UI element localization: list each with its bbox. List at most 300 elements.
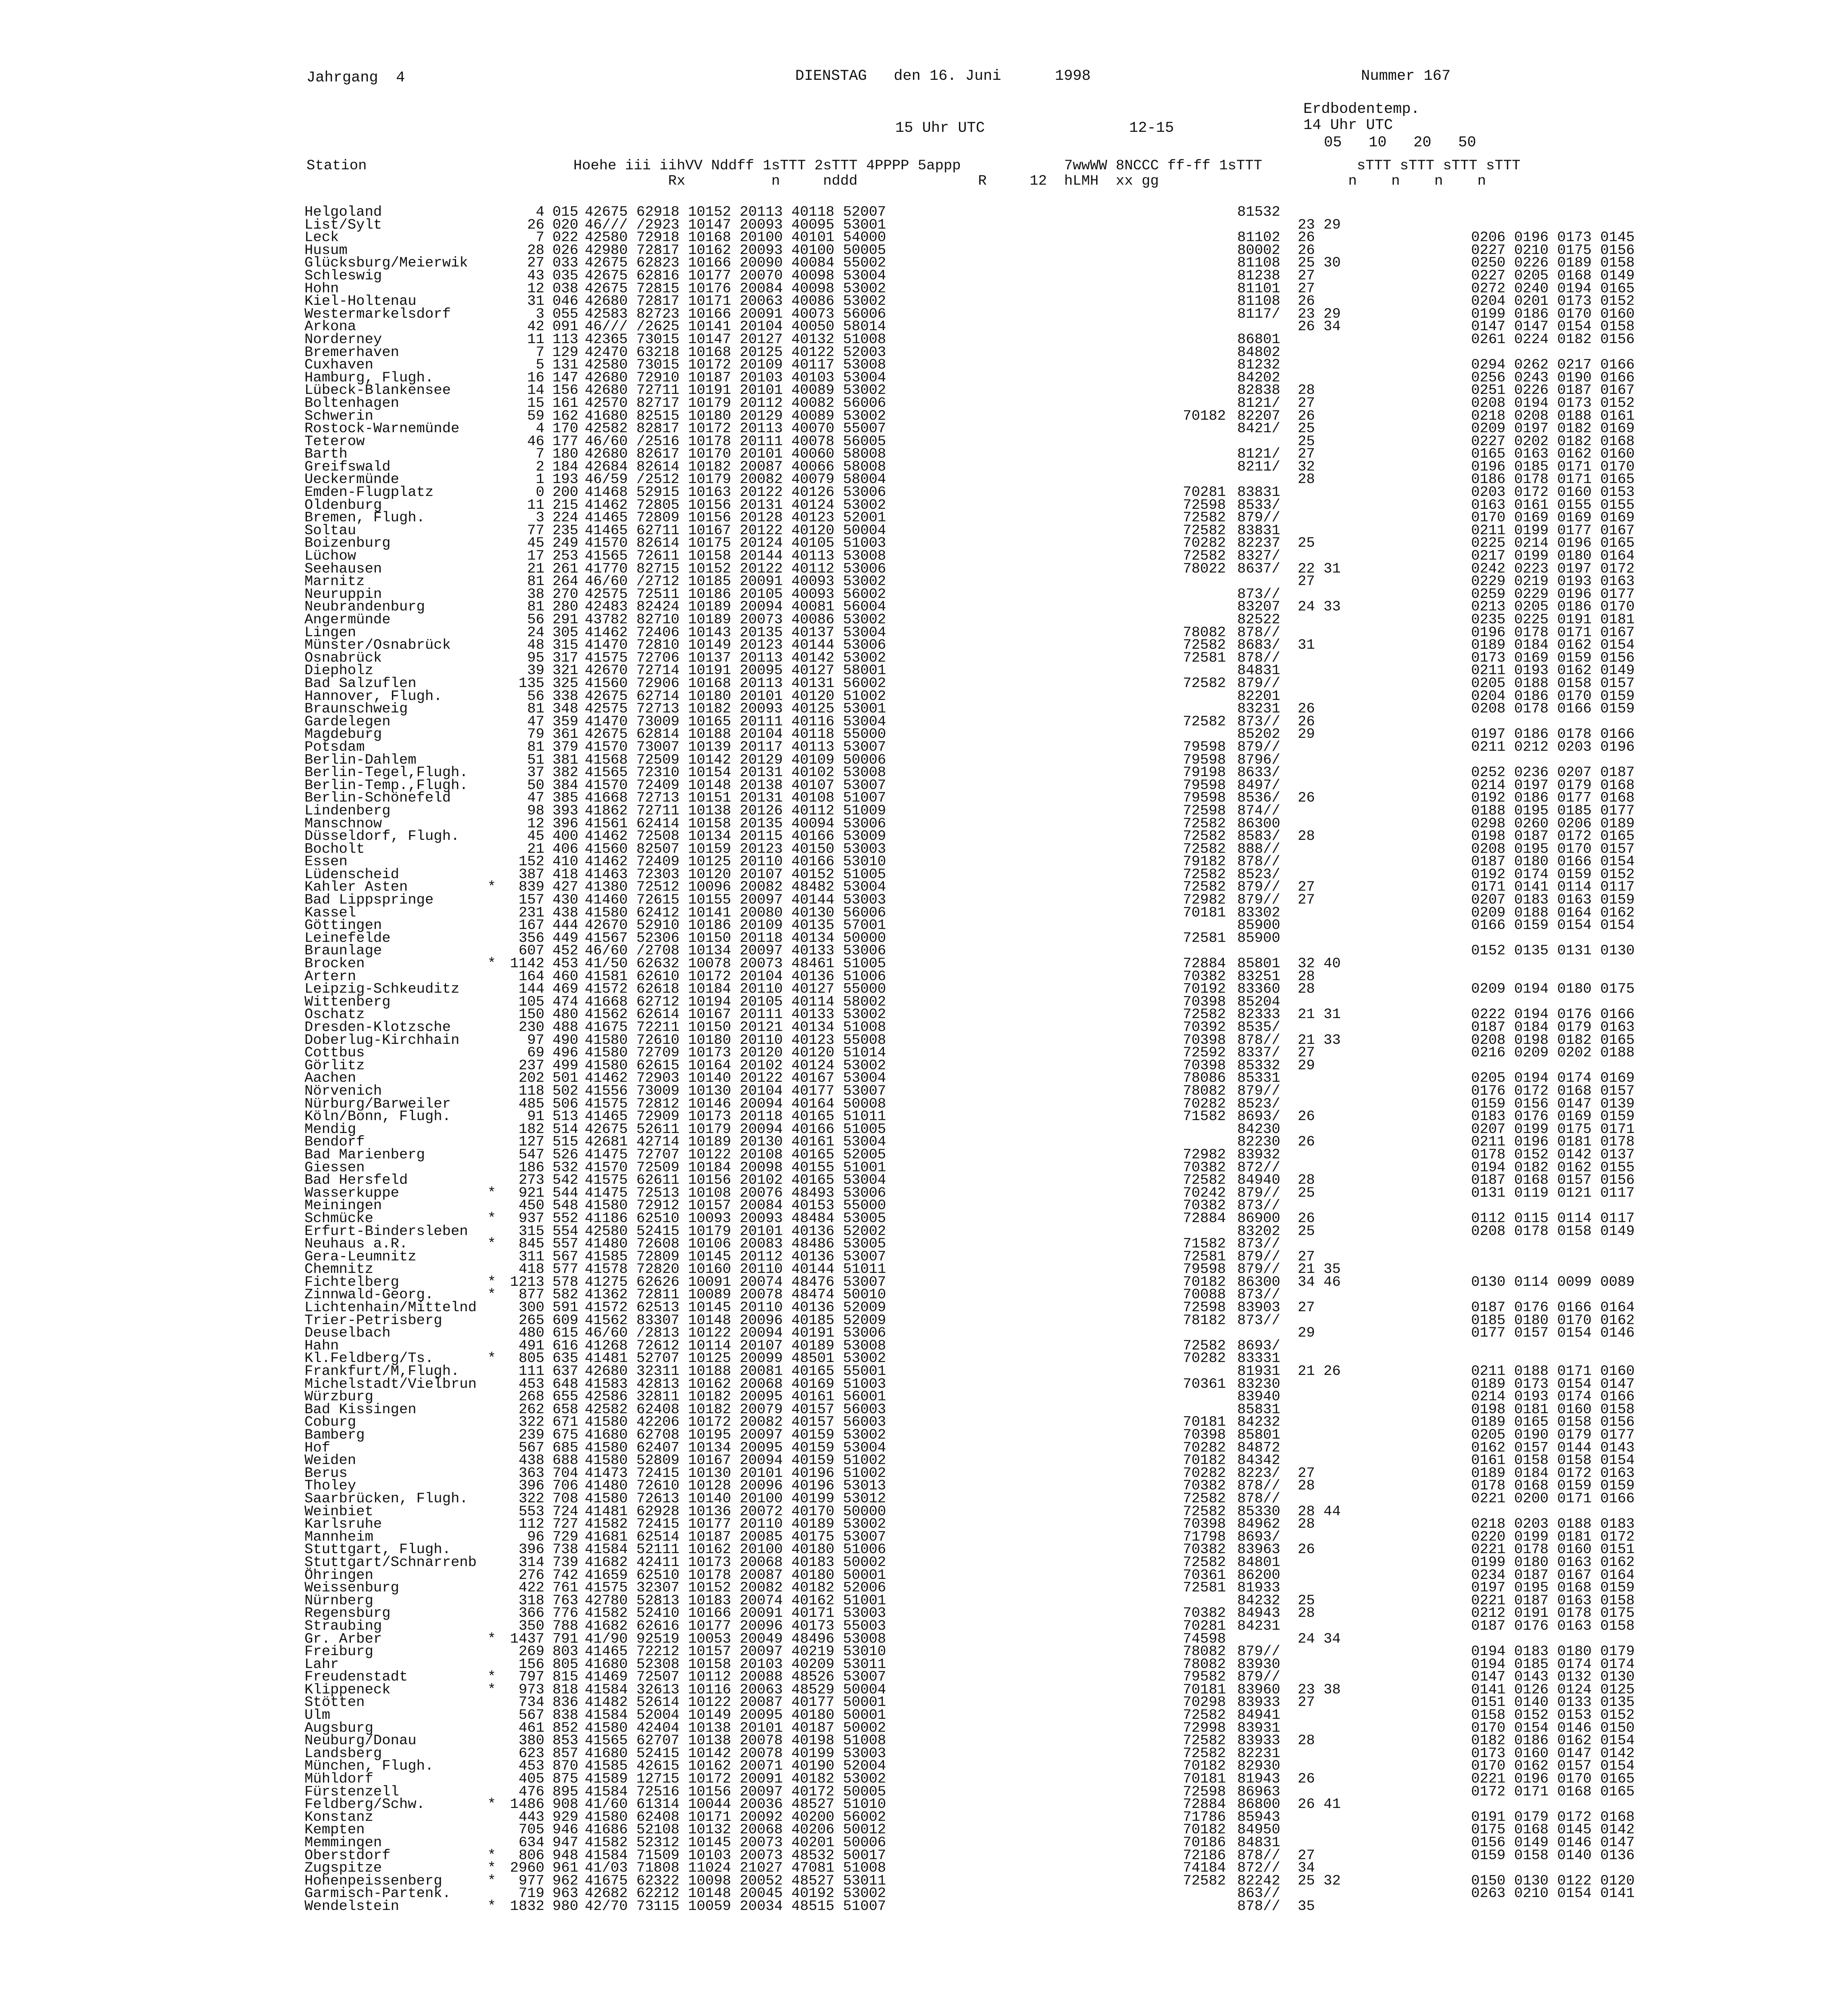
station-soil-temps: 0209 0197 0182 0169 <box>1471 420 1635 437</box>
station-7wwww: 72582 <box>1183 675 1226 691</box>
station-8nccc: 82838 <box>1237 382 1280 399</box>
station-iii: 453 <box>552 955 579 972</box>
station-8nccc: 8683/ <box>1237 637 1280 654</box>
station-7wwww: 70398 <box>1183 993 1226 1010</box>
station-8nccc: 81943 <box>1237 1770 1280 1787</box>
station-8nccc: 879// <box>1237 1643 1280 1660</box>
station-ff: 27 <box>1298 1694 1315 1711</box>
station-name: Tholey <box>304 1477 356 1494</box>
table-row <box>304 1034 1635 1047</box>
table-row <box>304 1760 1635 1772</box>
station-7wwww: 72582 <box>1183 815 1226 832</box>
station-7wwww <box>1141 1887 1237 1900</box>
station-hoehe: 11 <box>527 331 544 348</box>
station-soil-temps: 0221 0196 0170 0165 <box>1471 1770 1635 1787</box>
station-name: Hannover, Flugh. <box>304 687 442 704</box>
station-8nccc: 85331 <box>1237 1070 1280 1087</box>
station-synop: 41584 52004 10149 20095 40180 50001 <box>585 1707 886 1724</box>
table-row <box>304 1709 1635 1722</box>
station-ff: 27 <box>1298 267 1315 284</box>
station-name: Hahn <box>304 1337 339 1354</box>
station-hoehe: 164 <box>518 968 544 985</box>
station-8nccc: 8121/ <box>1237 446 1280 462</box>
table-row <box>304 499 1635 512</box>
table-row <box>304 1352 1635 1365</box>
station-synop: 41580 62412 10141 20080 40130 56006 <box>585 904 886 921</box>
station-iii: 161 <box>552 394 579 411</box>
station-soil-temps: 0203 0172 0160 0153 <box>1471 484 1635 501</box>
station-ff: 21 33 <box>1298 1031 1341 1048</box>
station-8nccc: 872// <box>1237 1159 1280 1176</box>
station-8nccc: 878// <box>1237 649 1280 666</box>
station-hoehe: 553 <box>518 1503 544 1520</box>
station-7wwww: 72598 <box>1183 802 1226 819</box>
station-ff <box>1298 1581 1471 1594</box>
station-hoehe: 14 <box>527 382 544 399</box>
station-name: Osnabrück <box>304 649 382 666</box>
station-ff <box>1298 906 1471 919</box>
table-row <box>304 754 1635 766</box>
station-8nccc: 878// <box>1237 1897 1280 1914</box>
station-name: Wittenberg <box>304 993 391 1010</box>
station-8nccc: 8523/ <box>1237 1095 1280 1112</box>
table-row <box>304 473 1635 486</box>
station-soil-temps: 0211 0199 0177 0167 <box>1471 522 1635 539</box>
station-synop: 42680 82617 10170 20101 40060 58008 <box>585 446 886 462</box>
station-8nccc: 85330 <box>1237 1503 1280 1520</box>
station-name: Bad Marienberg <box>304 1146 425 1163</box>
station-iii: 055 <box>552 305 579 322</box>
station-iii: 552 <box>552 1210 579 1227</box>
station-8nccc: 873// <box>1237 1197 1280 1214</box>
station-synop: 41475 72707 10122 20108 40165 52005 <box>585 1146 886 1163</box>
station-synop: 41682 42411 10173 20068 40183 50002 <box>585 1554 886 1570</box>
station-ff: 27 <box>1298 1248 1315 1265</box>
station-ff: 25 <box>1298 535 1315 552</box>
station-7wwww <box>1141 358 1237 371</box>
station-iii: 035 <box>552 267 579 284</box>
station-8nccc: 86300 <box>1237 815 1280 832</box>
mountain-station-marker: * <box>487 1897 496 1914</box>
station-8nccc: 86963 <box>1237 1783 1280 1800</box>
station-name: Bendorf <box>304 1133 365 1150</box>
station-synop: 42583 82723 10166 20091 40073 56006 <box>585 305 886 322</box>
station-soil-temps: 0165 0163 0162 0160 <box>1471 446 1635 462</box>
station-8nccc: 85202 <box>1237 726 1280 743</box>
station-name: Giessen <box>304 1159 365 1176</box>
station-8nccc: 878// <box>1237 1490 1280 1507</box>
station-iii: 499 <box>552 1057 579 1074</box>
station-7wwww: 70382 <box>1183 1197 1226 1214</box>
station-name: Nürburg/Barweiler <box>304 1095 451 1112</box>
station-8nccc: 879// <box>1237 1248 1280 1265</box>
station-ff: 28 <box>1298 981 1315 998</box>
station-8nccc: 82333 <box>1237 1006 1280 1023</box>
station-iii: 577 <box>552 1261 579 1278</box>
station-hoehe: 380 <box>518 1732 544 1749</box>
station-iii: 385 <box>552 789 579 806</box>
station-hoehe: 81 <box>527 700 544 717</box>
station-name: Lichtenhain/Mittelnd <box>304 1299 477 1316</box>
station-name: Gardelegen <box>304 713 391 730</box>
station-8nccc: 85943 <box>1237 1808 1280 1825</box>
station-synop: 42580 52415 10179 20101 40136 52002 <box>585 1223 886 1239</box>
table-row <box>304 1148 1635 1161</box>
table-row <box>304 486 1635 499</box>
station-iii: 170 <box>552 420 579 437</box>
station-synop: 41680 52308 10158 20103 40209 53011 <box>585 1656 886 1672</box>
table-row <box>304 1174 1635 1187</box>
station-ff: 28 <box>1298 828 1315 845</box>
station-synop: 41668 72713 10151 20131 40108 51007 <box>585 789 886 806</box>
station-7wwww: 79198 <box>1183 764 1226 781</box>
station-soil-temps: 0162 0157 0144 0143 <box>1471 1439 1635 1456</box>
station-name: Landsberg <box>304 1745 382 1762</box>
station-iii: 895 <box>552 1783 579 1800</box>
station-8nccc: 8693/ <box>1237 1337 1280 1354</box>
station-hoehe: 0 <box>536 484 544 501</box>
station-7wwww: 72582 <box>1183 1006 1226 1023</box>
station-synop: 41575 72706 10137 20113 40142 53002 <box>585 649 886 666</box>
station-hoehe: 2960 <box>510 1860 544 1876</box>
station-7wwww: 72884 <box>1183 955 1226 972</box>
station-ff: 27 <box>1298 573 1315 590</box>
station-iii: 317 <box>552 649 579 666</box>
station-iii: 091 <box>552 318 579 335</box>
station-iii: 418 <box>552 866 579 883</box>
station-soil-temps: 0187 0184 0179 0163 <box>1471 1019 1635 1035</box>
station-name: Berus <box>304 1464 348 1481</box>
station-ff <box>1298 1569 1471 1582</box>
station-hoehe: 81 <box>527 738 544 755</box>
station-name: Glücksburg/Meierwik <box>304 254 468 271</box>
station-7wwww: 72582 <box>1183 509 1226 526</box>
station-hoehe: 450 <box>518 1197 544 1214</box>
station-7wwww: 72884 <box>1183 1796 1226 1813</box>
station-hoehe: 81 <box>527 573 544 590</box>
station-synop: 41565 62707 10138 20078 40198 51008 <box>585 1732 886 1749</box>
station-synop: 41463 72303 10120 20107 40152 51005 <box>585 866 886 883</box>
station-name: Bad Lippspringe <box>304 891 434 908</box>
station-8nccc: 83931 <box>1237 1719 1280 1736</box>
station-name: List/Sylt <box>304 216 382 233</box>
station-ff: 26 41 <box>1298 1796 1341 1813</box>
depths-label: 05 10 20 50 <box>1324 134 1476 151</box>
station-7wwww: 72582 <box>1183 866 1226 883</box>
station-synop: 41675 62322 10098 20052 48527 53011 <box>585 1872 886 1889</box>
column-header-line2: Rx n nddd R 12 hLMH xx gg n n n n <box>306 173 1486 189</box>
station-8nccc: 81108 <box>1237 293 1280 310</box>
station-hoehe: 1 <box>536 471 544 488</box>
station-name: München, Flugh. <box>304 1758 434 1774</box>
station-synop: 41570 82614 10175 20124 40105 51003 <box>585 535 886 552</box>
station-hoehe: 4 <box>536 420 544 437</box>
station-iii: 261 <box>552 560 579 577</box>
station-synop: 41460 72615 10155 20097 40144 53003 <box>585 891 886 908</box>
station-synop: 42675 52611 10179 20094 40166 51005 <box>585 1120 886 1137</box>
station-iii: 180 <box>552 446 579 462</box>
station-8nccc: 8533/ <box>1237 496 1280 513</box>
station-ff <box>1298 664 1471 677</box>
station-hoehe: 45 <box>527 535 544 552</box>
station-name: Leinefelde <box>304 929 391 946</box>
station-name: Magdeburg <box>304 726 382 743</box>
station-8nccc: 879// <box>1237 1082 1280 1099</box>
station-hoehe: 15 <box>527 394 544 411</box>
station-soil-temps: 0175 0168 0145 0142 <box>1471 1821 1635 1838</box>
station-name: Dresden-Klotzsche <box>304 1019 451 1035</box>
station-iii: 818 <box>552 1681 579 1698</box>
station-name: Kempten <box>304 1821 365 1838</box>
station-ff: 28 <box>1298 968 1315 985</box>
station-ff <box>1298 1823 1471 1836</box>
station-soil-temps: 0173 0169 0159 0156 <box>1471 649 1635 666</box>
station-iii: 980 <box>552 1897 579 1914</box>
station-synop: 41578 72820 10160 20110 40144 51011 <box>585 1261 886 1278</box>
table-row <box>304 448 1635 460</box>
station-iii: 727 <box>552 1516 579 1533</box>
station-hoehe: 17 <box>527 548 544 564</box>
station-hoehe: 47 <box>527 713 544 730</box>
station-name: Lübeck-Blankensee <box>304 382 451 399</box>
station-synop: 41575 72812 10146 20094 40164 50008 <box>585 1095 886 1112</box>
station-soil-temps: 0213 0205 0186 0170 <box>1471 598 1635 615</box>
station-synop: 41481 52707 10125 20099 48501 53002 <box>585 1350 886 1367</box>
station-synop: 41462 72508 10134 20115 40166 53009 <box>585 828 886 845</box>
date-label: DIENSTAG den 16. Juni 1998 <box>795 68 1091 85</box>
station-synop: 41659 62510 10178 20087 40180 50001 <box>585 1566 886 1583</box>
station-hoehe: 318 <box>518 1592 544 1609</box>
table-row <box>304 1327 1635 1339</box>
station-iii: 548 <box>552 1197 579 1214</box>
station-iii: 675 <box>552 1427 579 1443</box>
table-row <box>304 600 1635 613</box>
station-soil-temps: 0242 0223 0197 0172 <box>1471 560 1635 577</box>
station-iii: 427 <box>552 879 579 896</box>
table-row <box>304 1072 1635 1085</box>
station-7wwww: 70298 <box>1183 1694 1226 1711</box>
station-hoehe: 144 <box>518 981 544 998</box>
station-8nccc: 85900 <box>1237 929 1280 946</box>
station-synop: 41465 72809 10156 20128 40123 52001 <box>585 509 886 526</box>
station-name: Bad Salzuflen <box>304 675 417 691</box>
station-ff: 27 <box>1298 1847 1315 1864</box>
station-name: Michelstadt/Vielbrun <box>304 1375 477 1392</box>
station-ff <box>1298 1098 1471 1110</box>
station-synop: 42586 32811 10182 20095 40161 56001 <box>585 1388 886 1405</box>
station-iii: 803 <box>552 1643 579 1660</box>
station-ff <box>1298 1148 1471 1161</box>
station-ff <box>1298 1403 1471 1416</box>
station-ff <box>1298 1339 1471 1352</box>
station-8nccc: 86801 <box>1237 331 1280 348</box>
station-soil-temps: 0205 0194 0174 0169 <box>1471 1070 1635 1087</box>
station-synop: 41582 52410 10166 20091 40171 53003 <box>585 1605 886 1622</box>
station-8nccc: 878// <box>1237 1847 1280 1864</box>
station-ff: 27 <box>1298 1464 1315 1481</box>
station-synop: 41465 62711 10167 20122 40120 50004 <box>585 522 886 539</box>
station-hoehe: 734 <box>518 1694 544 1711</box>
station-synop: 41275 62626 10091 20074 48476 53007 <box>585 1273 886 1290</box>
station-ff: 29 <box>1298 726 1315 743</box>
table-row <box>304 333 1635 346</box>
station-ff: 28 <box>1298 382 1315 399</box>
station-soil-temps: 0131 0119 0121 0117 <box>1471 1184 1635 1201</box>
station-iii: 162 <box>552 407 579 424</box>
station-ff: 26 <box>1298 293 1315 310</box>
station-hoehe: 921 <box>518 1184 544 1201</box>
station-name: Schwerin <box>304 407 373 424</box>
station-soil-temps: 0191 0179 0172 0168 <box>1471 1808 1635 1825</box>
station-iii: 184 <box>552 458 579 475</box>
mountain-station-marker: * <box>487 1286 496 1303</box>
station-8nccc: 85332 <box>1237 1057 1280 1074</box>
station-iii: 515 <box>552 1133 579 1150</box>
table-row <box>304 511 1635 524</box>
station-ff <box>1298 1722 1471 1735</box>
station-ff: 25 <box>1298 1223 1315 1239</box>
station-8nccc: 84232 <box>1237 1414 1280 1431</box>
station-ff <box>1298 754 1471 766</box>
table-row <box>304 1607 1635 1620</box>
station-ff <box>1298 486 1471 499</box>
table-row <box>304 219 1635 231</box>
station-name: Berlin-Tegel,Flugh. <box>304 764 468 781</box>
table-row <box>304 1823 1635 1836</box>
station-7wwww: 72582 <box>1183 1490 1226 1507</box>
station-hoehe: 96 <box>527 1528 544 1545</box>
table-row <box>304 397 1635 410</box>
station-7wwww: 70392 <box>1183 1019 1226 1035</box>
station-ff <box>1298 1531 1471 1543</box>
station-hoehe: 438 <box>518 1452 544 1469</box>
table-row <box>304 1276 1635 1289</box>
station-8nccc: 873// <box>1237 1235 1280 1252</box>
table-row <box>304 410 1635 423</box>
station-soil-temps: 0204 0201 0173 0152 <box>1471 293 1635 310</box>
station-hoehe: 7 <box>536 446 544 462</box>
station-name: Meiningen <box>304 1197 382 1214</box>
station-name: Regensburg <box>304 1605 391 1622</box>
station-iii: 315 <box>552 637 579 654</box>
station-soil-temps: 0205 0190 0179 0177 <box>1471 1427 1635 1443</box>
station-synop: 41584 52111 10162 20100 40180 51006 <box>585 1541 886 1558</box>
station-hoehe: 387 <box>518 866 544 883</box>
table-row <box>304 1798 1635 1811</box>
station-8nccc: 879// <box>1237 1184 1280 1201</box>
station-synop: 41462 72903 10140 20122 40167 53004 <box>585 1070 886 1087</box>
table-row <box>304 1531 1635 1543</box>
station-synop: 41575 32307 10152 20082 40182 52006 <box>585 1579 886 1596</box>
station-hoehe: 315 <box>518 1223 544 1239</box>
table-row <box>304 983 1635 996</box>
table-row <box>304 906 1635 919</box>
station-iii: 506 <box>552 1095 579 1112</box>
station-synop: 41682 62616 10177 20096 40173 55003 <box>585 1617 886 1634</box>
station-soil-temps: 0163 0161 0155 0155 <box>1471 496 1635 513</box>
station-7wwww <box>1141 219 1237 231</box>
station-synop: 46/60 /2813 10122 20094 40191 53006 <box>585 1325 886 1341</box>
station-ff <box>1298 1658 1471 1671</box>
station-name: Göttingen <box>304 917 382 934</box>
station-8nccc: 86900 <box>1237 1210 1280 1227</box>
station-iii: 870 <box>552 1758 579 1774</box>
station-hoehe: 567 <box>518 1707 544 1724</box>
station-hoehe: 1437 <box>510 1630 544 1647</box>
station-synop: 41469 72507 10112 20088 48526 53007 <box>585 1668 886 1685</box>
station-8nccc: 83202 <box>1237 1223 1280 1239</box>
station-hoehe: 453 <box>518 1375 544 1392</box>
station-7wwww: 72582 <box>1183 1554 1226 1570</box>
mountain-station-marker: * <box>487 879 496 896</box>
station-ff: 23 29 <box>1298 305 1341 322</box>
station-soil-temps: 0176 0172 0168 0157 <box>1471 1082 1635 1099</box>
station-soil-temps: 0207 0199 0175 0171 <box>1471 1120 1635 1137</box>
mountain-station-marker: * <box>487 1235 496 1252</box>
station-iii: 460 <box>552 968 579 985</box>
station-7wwww: 72582 <box>1183 1337 1226 1354</box>
station-iii: 724 <box>552 1503 579 1520</box>
table-row <box>304 1135 1635 1148</box>
station-ff: 26 <box>1298 1770 1315 1787</box>
station-8nccc: 83331 <box>1237 1350 1280 1367</box>
station-soil-temps: 0158 0152 0153 0152 <box>1471 1707 1635 1724</box>
mountain-station-marker: * <box>487 1630 496 1647</box>
station-synop: 41475 72513 10108 20076 48493 53006 <box>585 1184 886 1201</box>
station-7wwww: 72592 <box>1183 1044 1226 1061</box>
station-7wwww: 72582 <box>1183 1503 1226 1520</box>
station-ff <box>1298 1161 1471 1174</box>
station-7wwww: 70282 <box>1183 1464 1226 1481</box>
station-synop: 41470 72810 10149 20123 40144 53006 <box>585 637 886 654</box>
station-synop: 46/59 /2512 10179 20082 40079 58004 <box>585 471 886 488</box>
station-7wwww: 71582 <box>1183 1235 1226 1252</box>
station-iii: 637 <box>552 1363 579 1380</box>
station-soil-temps: 0187 0168 0157 0156 <box>1471 1172 1635 1189</box>
station-soil-temps: 0183 0176 0169 0159 <box>1471 1108 1635 1125</box>
station-ff <box>1298 855 1471 868</box>
station-ff: 24 34 <box>1298 1630 1341 1647</box>
station-synop: 41480 72608 10106 20083 48486 53005 <box>585 1235 886 1252</box>
table-row <box>304 1772 1635 1785</box>
table-row <box>304 562 1635 575</box>
station-iii: 338 <box>552 687 579 704</box>
station-8nccc: 82522 <box>1237 611 1280 628</box>
station-hoehe: 182 <box>518 1120 544 1137</box>
station-7wwww: 70281 <box>1183 1617 1226 1634</box>
station-name: Görlitz <box>304 1057 365 1074</box>
station-soil-temps <box>1471 206 1635 219</box>
station-iii: 502 <box>552 1082 579 1099</box>
station-7wwww <box>1141 295 1237 308</box>
station-iii: 325 <box>552 675 579 691</box>
station-synop: 41/50 62632 10078 20073 48461 51005 <box>585 955 886 972</box>
station-7wwww: 70398 <box>1183 1516 1226 1533</box>
table-row <box>304 1900 1635 1913</box>
station-iii: 578 <box>552 1273 579 1290</box>
station-name: Kassel <box>304 904 356 921</box>
station-hoehe: 547 <box>518 1146 544 1163</box>
station-7wwww <box>1141 588 1237 601</box>
station-soil-temps: 0227 0205 0168 0149 <box>1471 267 1635 284</box>
station-hoehe: 273 <box>518 1172 544 1189</box>
station-7wwww <box>1141 206 1237 219</box>
station-iii: 264 <box>552 573 579 590</box>
station-7wwww: 70281 <box>1183 484 1226 501</box>
mountain-station-marker: * <box>487 1668 496 1685</box>
station-8nccc: 874// <box>1237 802 1280 819</box>
station-iii: 853 <box>552 1732 579 1749</box>
